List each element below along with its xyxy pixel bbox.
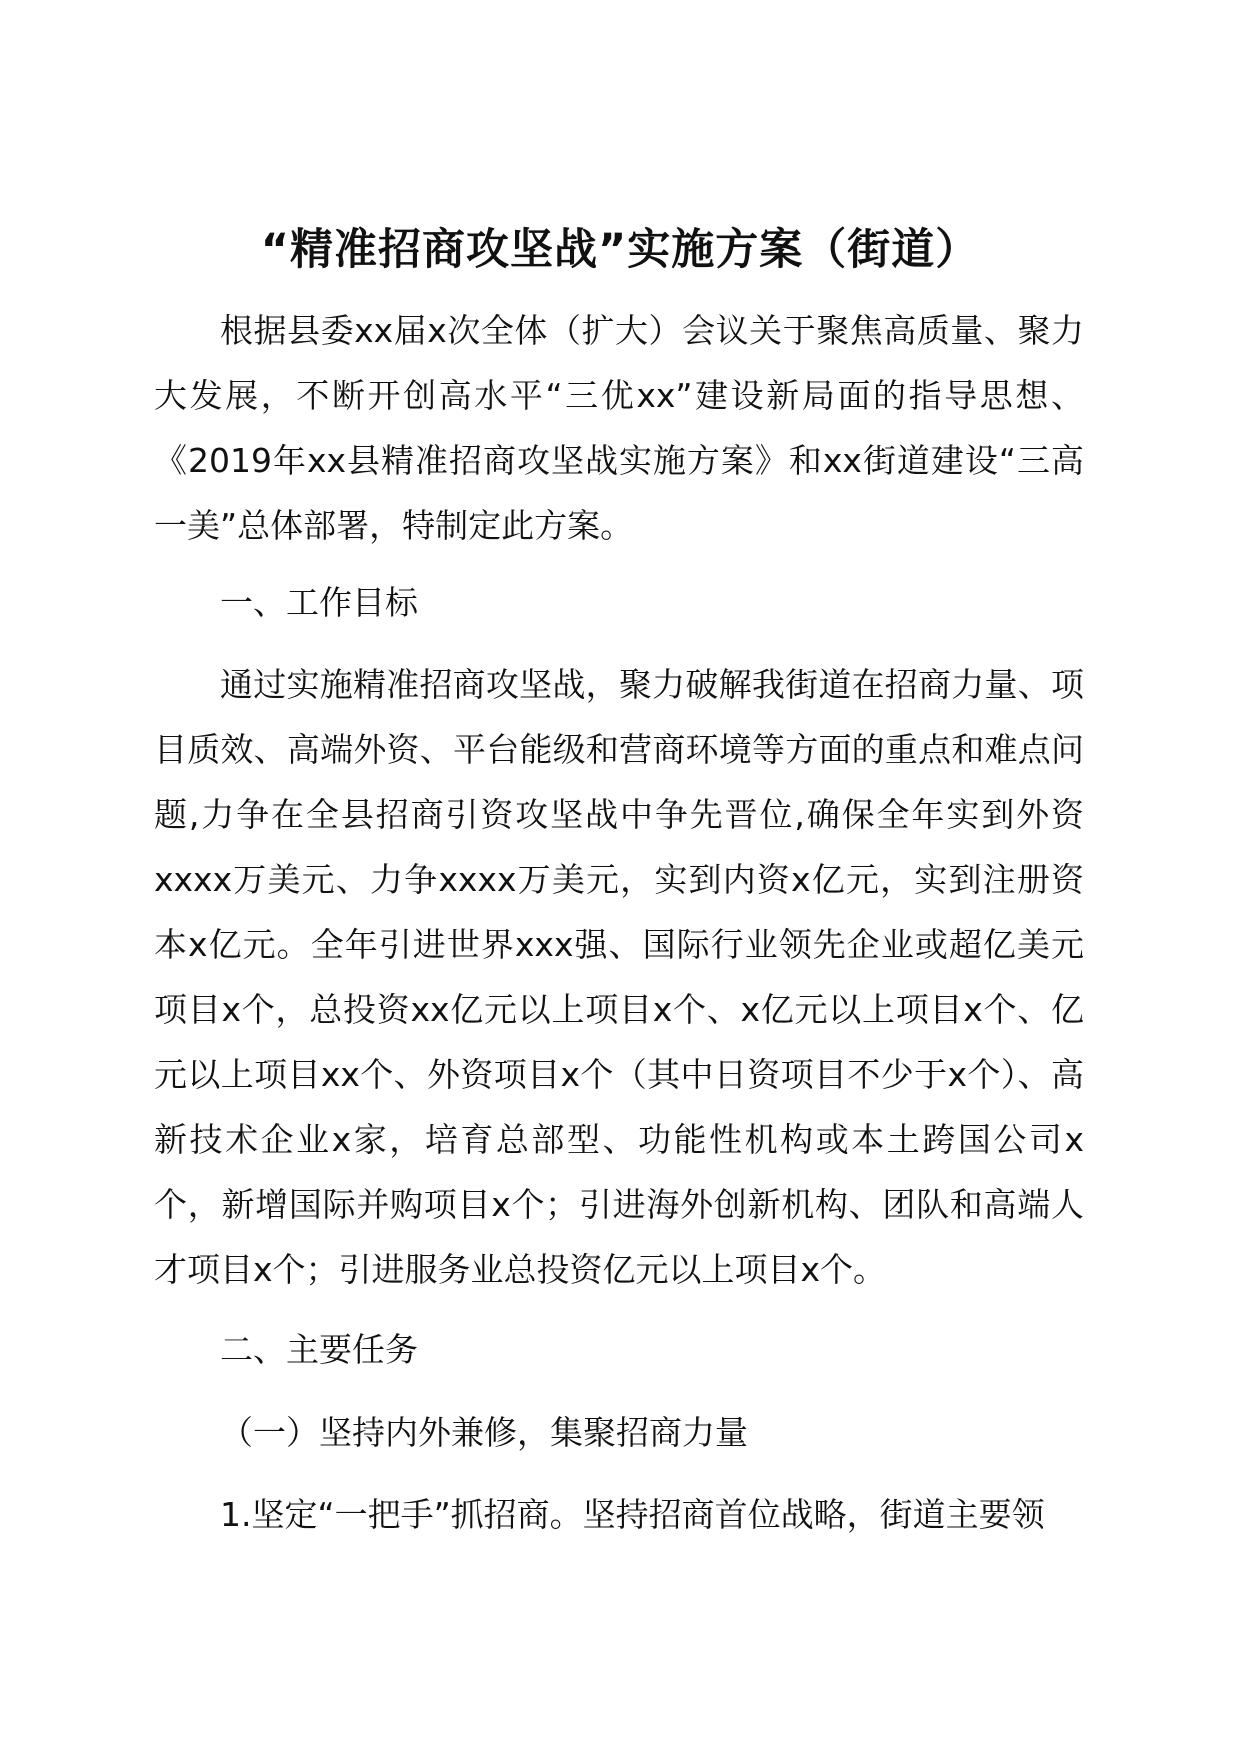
work-goal-paragraph: 通过实施精准招商攻坚战，聚力破解我街道在招商力量、项目质效、高端外资、平台能级和营商环境等方面的重点和难点问题,力争在全县招商引资攻坚战中争先晋位,确保全年实到外资xxxx万美元、力争xxxx万美元，实到内资x亿元，实到注册资本x亿元。全年引进世界xxx强、国际行业领先企业或超亿美元项目x个，总投资xx亿元以上项目x个、x亿元以上项目x个、亿元以上项目xx个、外资项目x个（其中日资项目不少于x个）、高新技术企业x家，培育总部型、功能性机构或本土跨国公司x个，新增国际并购项目x个；引进海外创新机构、团队和高端人才项目x个；引进服务业总投资亿元以上项目x个。 [154, 665, 1084, 1289]
subsection-one-heading: （一）坚持内外兼修，集聚招商力量 [220, 1413, 748, 1452]
section-one-heading: 一、工作目标 [220, 583, 418, 622]
section-two-heading: 二、主要任务 [220, 1330, 418, 1369]
document-title: “精准招商攻坚战”实施方案（街道） [260, 225, 980, 275]
item-one-paragraph: 1.坚定“一把手”抓招商。坚持招商首位战略，街道主要领 [220, 1495, 1045, 1534]
intro-paragraph: 根据县委xx届x次全体（扩大）会议关于聚焦高质量、聚力大发展，不断开创高水平“三优xx”建设新局面的指导思想、《2019年xx县精准招商攻坚战实施方案》和xx街道建设“三高一美”总体部署，特制定此方案。 [154, 311, 1084, 545]
